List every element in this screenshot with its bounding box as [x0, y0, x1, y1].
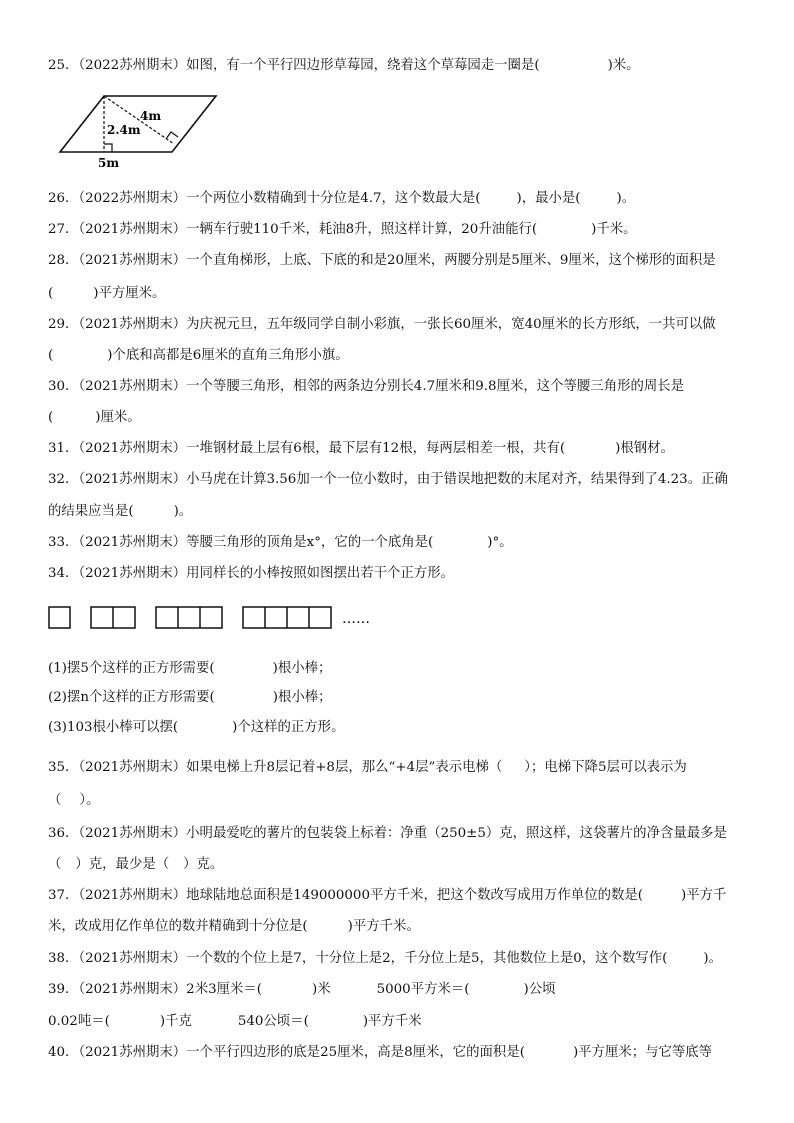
question-text: 小明最爱吃的薯片的包装袋上标着：净重（250±5）克，照这样，这袋薯片的净含量最多是 — [186, 826, 727, 841]
question-text: )根小棒； — [272, 690, 332, 705]
question-text: )，最小是( — [516, 191, 581, 206]
question-text: )千克 — [159, 1014, 192, 1029]
square-pattern-1 — [49, 607, 70, 628]
square-pattern-4 — [243, 607, 331, 628]
question-source: （2021苏州期末） — [78, 951, 187, 966]
question-number: 40． — [48, 1045, 79, 1060]
question-source: （2021苏州期末） — [78, 535, 187, 550]
square-pattern-2 — [91, 607, 135, 628]
question-text: 为庆祝元旦，五年级同学自制小彩旗，一张长60厘米，宽40厘米的长方形纸，一共可以做 — [186, 317, 716, 332]
question-text: 一个数的个位上是7，十分位上是2，千分位上是5，其他数位上是0，这个数写作( — [186, 951, 668, 966]
question-text: ）。 — [79, 793, 100, 808]
label-5m: 5m — [98, 156, 120, 170]
question-text: 0.02吨＝( — [48, 1014, 110, 1029]
question-source: （2021苏州期末） — [78, 826, 187, 841]
ellipsis-dots: …… — [342, 611, 370, 627]
question-text: 一个直角梯形，上底、下底的和是20厘米，两腰分别是5厘米、9厘米，这个梯形的面积是 — [186, 253, 716, 268]
question-text: 一个等腰三角形，相邻的两条边分别长4.7厘米和9.8厘米，这个等腰三角形的周长是 — [186, 379, 685, 394]
question-text: )平方厘米。 — [93, 286, 166, 301]
question-text: )平方厘米；与它等底等 — [572, 1045, 713, 1060]
question-40 — [48, 1044, 712, 1062]
question-text: （ — [48, 857, 62, 872]
question-37 — [48, 887, 726, 905]
question-text: )平方千米 — [362, 1014, 422, 1029]
question-text: )平方千米。 — [347, 919, 420, 934]
question-text: 如图，有一个平行四边形草莓园，绕着这个草莓园走一圈是( — [186, 58, 540, 73]
question-34-part-2 — [48, 689, 332, 707]
question-text: 地球陆地总面积是149000000平方千米，把这个数改写成用万作单位的数是( — [186, 888, 644, 903]
question-text: )个这样的正方形。 — [232, 720, 345, 735]
question-text: 一个两位小数精确到十分位是4.7，这个数最大是( — [186, 191, 481, 206]
question-31 — [48, 440, 674, 458]
question-27 — [48, 221, 637, 239]
question-text: 等腰三角形的顶角是x°，它的一个底角是( — [186, 535, 434, 550]
question-text: 540公顷＝( — [237, 1014, 309, 1029]
question-36-continued — [48, 856, 223, 874]
question-text: )°。 — [487, 535, 513, 550]
question-text: )米。 — [607, 58, 640, 73]
question-39 — [48, 981, 556, 999]
question-text: 一个平行四边形的底是25厘米，高是8厘米，它的面积是( — [186, 1045, 525, 1060]
question-source: （2021苏州期末） — [78, 253, 187, 268]
question-source: （2021苏州期末） — [78, 566, 187, 581]
question-text: ）克，最少是（ — [75, 857, 170, 872]
question-source: （2021苏州期末） — [78, 222, 187, 237]
question-36 — [48, 825, 727, 843]
question-source: （2021苏州期末） — [78, 760, 187, 775]
question-text: )根钢材。 — [615, 441, 674, 456]
question-text: (2)摆n个这样的正方形需要( — [48, 690, 215, 705]
question-text: 用同样长的小棒按照如图摆出若干个正方形。 — [186, 566, 454, 581]
question-text: ( — [48, 286, 54, 301]
question-35-continued — [48, 792, 99, 810]
question-26 — [48, 190, 635, 208]
question-number: 30． — [48, 379, 79, 394]
question-30-continued — [48, 409, 141, 427]
question-number: 36． — [48, 826, 79, 841]
question-34 — [48, 565, 454, 583]
question-29 — [48, 316, 716, 334]
question-source: （2021苏州期末） — [78, 379, 187, 394]
question-text: 一辆车行驶110千米，耗油8升，照这样计算，20升油能行( — [186, 222, 538, 237]
question-39-continued — [48, 1013, 422, 1031]
question-33 — [48, 534, 513, 552]
question-text: ）；电梯下降5层可以表示为 — [524, 760, 687, 775]
question-number: 28． — [48, 253, 79, 268]
question-text: )厘米。 — [95, 410, 141, 425]
question-29-continued — [48, 347, 349, 365]
question-source: （2021苏州期末） — [78, 982, 187, 997]
question-28-continued — [48, 285, 165, 303]
label-2.4m: 2.4m — [107, 123, 141, 137]
question-text: ( — [48, 348, 54, 363]
question-number: 34． — [48, 566, 79, 581]
question-number: 25． — [48, 58, 79, 73]
question-32 — [48, 471, 728, 489]
question-source: （2021苏州期末） — [78, 441, 187, 456]
question-38 — [48, 950, 722, 968]
question-text: )。 — [703, 951, 722, 966]
question-number: 33． — [48, 535, 79, 550]
question-37-continued — [48, 918, 420, 936]
question-30 — [48, 378, 684, 396]
stick-squares-figure — [48, 606, 408, 632]
question-text: 的结果应当是( — [48, 504, 134, 519]
question-text: 2米3厘米＝( — [186, 982, 262, 997]
question-text: )千米。 — [591, 222, 637, 237]
question-text: )。 — [173, 504, 193, 519]
question-text: )公顷 — [523, 982, 556, 997]
label-4m: 4m — [140, 109, 162, 123]
square-pattern-3 — [156, 607, 222, 628]
question-34-part-3 — [48, 719, 344, 737]
question-text: 小马虎在计算3.56加一个一位小数时，由于错误地把数的末尾对齐，结果得到了4.23。正确 — [186, 472, 728, 487]
question-text: )个底和高都是6厘米的直角三角形小旗。 — [107, 348, 349, 363]
question-number: 31． — [48, 441, 79, 456]
question-34-part-1 — [48, 660, 331, 678]
question-28 — [48, 252, 716, 270]
question-text: )米 — [312, 982, 331, 997]
question-25 — [48, 57, 640, 75]
question-number: 39． — [48, 982, 79, 997]
question-source: （2021苏州期末） — [78, 317, 187, 332]
question-text: 如果电梯上升8层记着+8层，那么“+4层”表示电梯（ — [186, 760, 503, 775]
question-text: ）克。 — [183, 857, 224, 872]
right-angle-mark — [166, 132, 178, 139]
question-32-continued — [48, 503, 192, 521]
question-number: 38． — [48, 951, 79, 966]
question-text: 一堆钢材最上层有6根，最下层有12根，每两层相差一根，共有( — [186, 441, 566, 456]
question-text: )平方千 — [681, 888, 727, 903]
question-text: (3)103根小棒可以摆( — [48, 720, 179, 735]
question-text: （ — [48, 793, 62, 808]
question-number: 29． — [48, 317, 79, 332]
question-text: 米，改成用亿作单位的数并精确到十分位是( — [48, 919, 308, 934]
question-number: 37． — [48, 888, 79, 903]
question-source: （2022苏州期末） — [78, 58, 187, 73]
question-text: )。 — [616, 191, 636, 206]
question-text: )根小棒； — [272, 661, 332, 676]
parallelogram-figure — [56, 92, 220, 170]
right-angle-mark — [104, 144, 112, 152]
question-number: 35． — [48, 760, 79, 775]
question-number: 27． — [48, 222, 79, 237]
question-text: ( — [48, 410, 54, 425]
question-text: (1)摆5个这样的正方形需要( — [48, 661, 215, 676]
question-text: 5000平方米＝( — [376, 982, 470, 997]
question-source: （2021苏州期末） — [78, 888, 187, 903]
question-number: 32． — [48, 472, 79, 487]
question-number: 26． — [48, 191, 79, 206]
question-35 — [48, 759, 687, 777]
question-source: （2021苏州期末） — [78, 472, 187, 487]
question-source: （2022苏州期末） — [78, 191, 187, 206]
question-source: （2021苏州期末） — [78, 1045, 187, 1060]
